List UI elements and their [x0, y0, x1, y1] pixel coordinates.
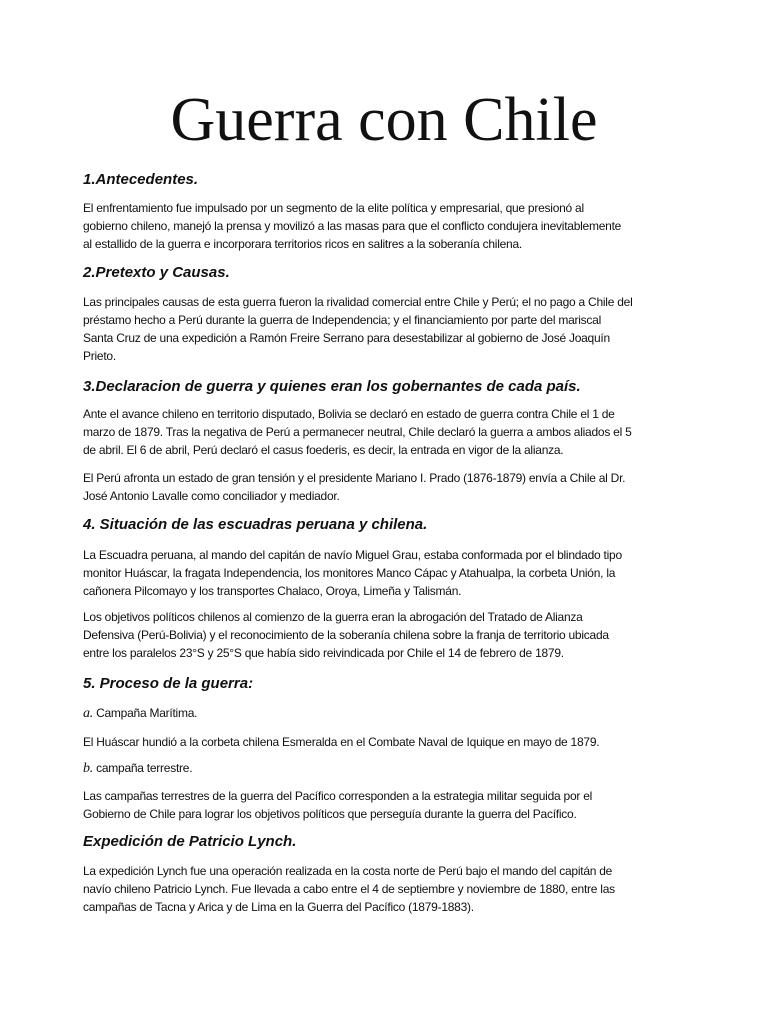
paragraph-lynch: [83, 862, 615, 916]
paragraph-escuadras-2: [83, 608, 609, 662]
subheading-campana-maritima: [83, 704, 197, 723]
text-line: El Perú afronta un estado de gran tensión y el presidente Mariano I. Prado (1876-1879) envía a Chile al Dr.: [83, 471, 626, 485]
heading-proceso: 5. Proceso de la guerra:: [83, 675, 254, 692]
text-line: campañas de Tacna y Arica y de Lima en la Guerra del Pacífico (1879-1883).: [83, 900, 474, 914]
paragraph-causas: [83, 293, 633, 365]
heading-expedicion-lynch: Expedición de Patricio Lynch.: [83, 833, 297, 850]
heading-pretexto-causas: 2.Pretexto y Causas.: [83, 264, 230, 281]
subheading-label: Campaña Marítima.: [96, 706, 198, 720]
text-line: Las principales causas de esta guerra fueron la rivalidad comercial entre Chile y Perú; el no pago a Chile del: [83, 295, 633, 309]
subheading-campana-terrestre: [83, 759, 192, 778]
text-line: Prieto.: [83, 349, 116, 363]
text-line: al estallido de la guerra e incorporara territorios ricos en salitres a la soberanía chilena.: [83, 237, 522, 251]
subheading-label: campaña terrestre.: [96, 761, 193, 775]
text-line: navío chileno Patricio Lynch. Fue llevada a cabo entre el 4 de septiembre y noviembre de 1880, entre las: [83, 882, 615, 896]
text-line: gobierno chileno, manejó la prensa y movilizó a las masas para que el conflicto condujera inevitablemente: [83, 219, 622, 233]
text-line: de abril. El 6 de abril, Perú declaró el casus foederis, es decir, la entrada en vigor de la alianza.: [83, 443, 564, 457]
list-marker: b.: [83, 761, 93, 776]
text-line: cañonera Pilcomayo y los transportes Chalaco, Oroya, Limeña y Talismán.: [83, 584, 462, 598]
paragraph-escuadras-1: [83, 546, 622, 600]
text-line: préstamo hecho a Perú durante la guerra de Independencia; y el financiamiento por parte del mariscal: [83, 313, 601, 327]
paragraph-maritima: [83, 733, 599, 751]
paragraph-terrestre: [83, 787, 592, 823]
text-line: El enfrentamiento fue impulsado por un segmento de la elite política y empresarial, que presionó al: [83, 201, 584, 215]
text-line: entre los paralelos 23°S y 25°S que había sido reivindicada por Chile el 14 de febrero de 1879.: [83, 646, 564, 660]
text-line: Ante el avance chileno en territorio disputado, Bolivia se declaró en estado de guerra contra Chile el 1 de: [83, 407, 615, 421]
text-line: marzo de 1879. Tras la negativa de Perú a permanecer neutral, Chile declaró la guerra a ambos aliados el 5: [83, 425, 632, 439]
text-line: El Huáscar hundió a la corbeta chilena Esmeralda en el Combate Naval de Iquique en mayo de 1879.: [83, 735, 600, 749]
paragraph-declaracion-2: [83, 469, 625, 505]
heading-antecedentes: 1.Antecedentes.: [83, 171, 199, 188]
text-line: Defensiva (Perú-Bolivia) y el reconocimiento de la soberanía chilena sobre la franja de territorio ubicada: [83, 628, 609, 642]
list-marker: a.: [83, 706, 93, 721]
text-line: Las campañas terrestres de la guerra del Pacífico corresponden a la estrategia militar seguida por el: [83, 789, 593, 803]
heading-declaracion: 3.Declaracion de guerra y quienes eran los gobernantes de cada país.: [83, 378, 581, 395]
text-line: monitor Huáscar, la fragata Independencia, los monitores Manco Cápac y Atahualpa, la corbeta Unión, la: [83, 566, 616, 580]
text-line: La Escuadra peruana, al mando del capitán de navío Miguel Grau, estaba conformada por el blindado tipo: [83, 548, 622, 562]
paragraph-declaracion-1: [83, 405, 632, 459]
text-line: Santa Cruz de una expedición a Ramón Freire Serrano para desestabilizar al gobierno de José Joaquín: [83, 331, 610, 345]
document-title: Guerra con Chile: [170, 86, 598, 154]
text-line: La expedición Lynch fue una operación realizada en la costa norte de Perú bajo el mando del capitán de: [83, 864, 613, 878]
text-line: Gobierno de Chile para lograr los objetivos políticos que perseguía durante la guerra del Pacífico.: [83, 807, 577, 821]
paragraph-antecedentes: [83, 199, 621, 253]
text-line: José Antonio Lavalle como conciliador y mediador.: [83, 489, 340, 503]
text-line: Los objetivos políticos chilenos al comienzo de la guerra eran la abrogación del Tratado de Alianza: [83, 610, 583, 624]
heading-escuadras: 4. Situación de las escuadras peruana y chilena.: [83, 516, 428, 533]
